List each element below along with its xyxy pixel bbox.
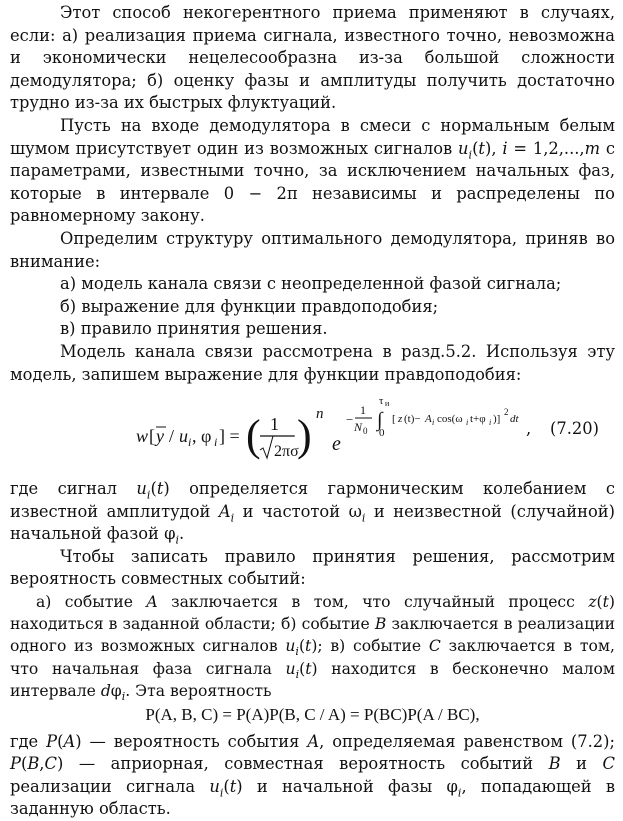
paragraph-structure: Определим структуру оптимального демодулятора, приняв во внимание:	[10, 228, 615, 271]
paragraph-events: а) событие A заключается в том, что случайный процесс z(t) находиться в заданной области; б) событие B заключается в реализации одного из возможных сигналов $u_i(t)$; в) событие C заключается в том, что начальная фаза сигнала $u_i(t)$ находится в бесконечно малом интервале $d\varphi_i$. Эта вероятность	[10, 593, 616, 703]
svg-text:): )	[297, 411, 312, 461]
svg-text:2: 2	[504, 407, 509, 418]
paragraph-channel-model: Модель канала связи рассмотрена в разд.5.2. Используя эту модель, запишем выражение для функции правдоподобия:	[10, 341, 615, 384]
svg-text:−: −	[346, 412, 354, 428]
svg-text:τ: τ	[379, 395, 384, 408]
svg-text:i: i	[489, 418, 492, 428]
paragraph-intro: Этот способ некогерентного приема применяют в случаях, если: а) реализация приема сигнала, известного точно, невозможна и экономически нецелесообразна из-за большой сложности демодулятора; б) оценку фазы и амплитуды получить достаточно трудно из-за их быстрых флуктуаций.	[10, 3, 615, 113]
svg-text:2πσ: 2πσ	[274, 443, 299, 461]
svg-text:1: 1	[360, 403, 366, 418]
paragraph-signal-description: где сигнал $u_i(t)$ определяется гармоническим колебанием с известной амплитудой $A_i$ и частотой $\omega_i$ и неизвестной (случайной) начальной фазой $\varphi_i$.	[10, 479, 615, 547]
list-item: а) модель канала связи с неопределенной фазой сигнала;	[60, 274, 562, 294]
equation-likelihood: w [ y / u i , φ i ] = ( 1 2πσ ) n e − 1 N 0 τ и ∫ 0 [ z (t)− A i cos(ω i t+φ i )] 2 dt , (7.20)	[10, 388, 615, 476]
svg-text:n: n	[316, 406, 324, 423]
svg-text:y: y	[156, 426, 164, 447]
svg-text:0: 0	[363, 426, 368, 437]
svg-text:u: u	[179, 426, 188, 447]
svg-text:dt: dt	[510, 413, 519, 426]
svg-text:t+φ: t+φ	[470, 413, 486, 426]
svg-text:i: i	[188, 435, 192, 450]
svg-text:и: и	[385, 399, 390, 409]
equation-number: (7.20)	[550, 419, 599, 439]
equation-joint-probability: P(A, B, C) = P(A)P(B, C / A) = P(BC)P(A / BC),	[145, 705, 480, 725]
svg-text:w: w	[136, 426, 149, 447]
list-item: в) правило принятия решения.	[60, 319, 328, 339]
considerations-list	[10, 273, 615, 341]
svg-text:(t)−: (t)−	[404, 413, 421, 426]
svg-text:N: N	[354, 420, 363, 435]
svg-text:/: /	[169, 426, 175, 447]
svg-text:1: 1	[270, 414, 279, 435]
likelihood-formula	[136, 394, 526, 476]
svg-text:cos(ω: cos(ω	[437, 413, 463, 426]
svg-text:[: [	[149, 426, 155, 447]
svg-text:i: i	[432, 418, 435, 428]
paragraph-probability-definitions: где P(A) — вероятность события A, определяемая равенством (7.2); P(B,C) — априорная, совместная вероятность событий B и C реализации сигнала $u_i(t)$ и начальной фазы $\varphi_i$, попадающей в заданную область.	[10, 731, 616, 819]
svg-text:z: z	[398, 413, 403, 426]
svg-text:0: 0	[379, 427, 385, 440]
svg-text:] =: ] =	[219, 426, 240, 447]
paragraph-input-signals: Пусть на входе демодулятора в смеси с нормальным белым шумом присутствует один из возможных сигналов $u_i(t)$, i = 1,2,...,m с параметрами, известными точно, за исключением начальных фаз, которые в интервале 0 − 2π независимы и распределены по равномерному закону.	[10, 115, 616, 226]
svg-text:A: A	[425, 413, 432, 426]
paragraph-decision-rule: Чтобы записать правило принятия решения, рассмотрим вероятность совместных событий:	[10, 546, 615, 589]
svg-text:i: i	[466, 418, 469, 428]
svg-text:)]: )]	[493, 413, 501, 426]
svg-text:[: [	[392, 413, 396, 426]
list-item: б) выражение для функции правдоподобия;	[60, 296, 439, 316]
svg-text:(: (	[246, 411, 261, 461]
svg-text:i: i	[214, 435, 218, 450]
svg-text:e: e	[332, 433, 341, 456]
svg-text:∫: ∫	[377, 409, 383, 432]
svg-text:, φ: , φ	[192, 426, 212, 447]
